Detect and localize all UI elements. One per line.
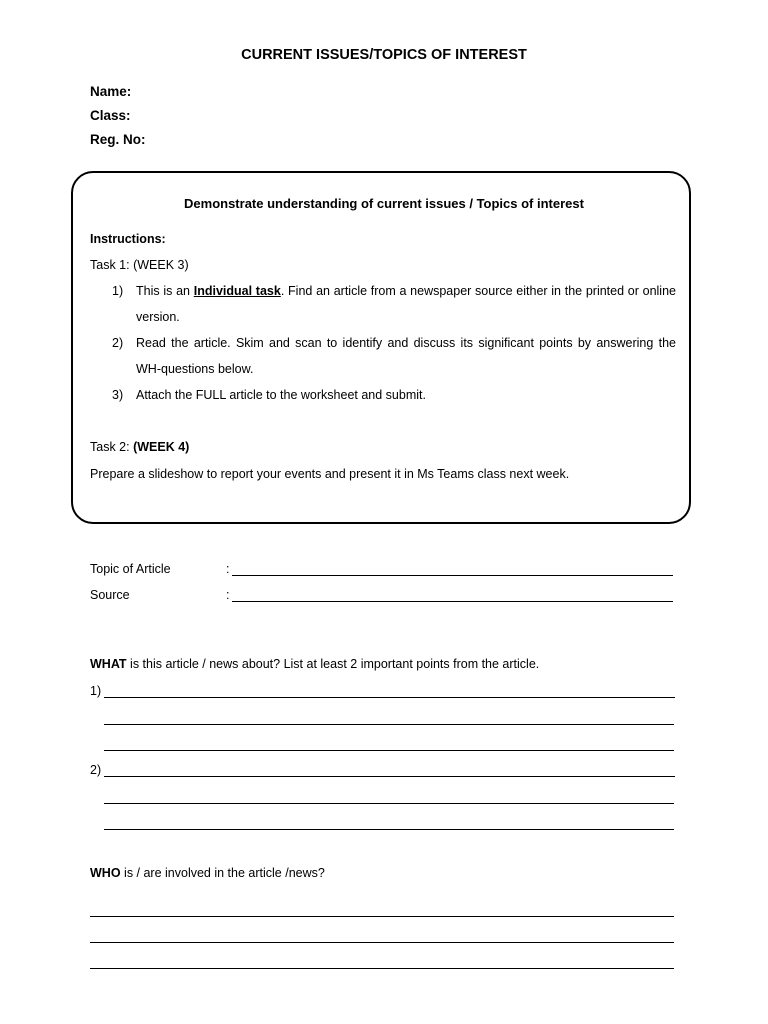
what-point-2-line-2[interactable] [104,803,674,804]
item-2-continuation: WH-questions below. [136,362,254,376]
what-point-1-line-2[interactable] [104,724,674,725]
topic-answer-line[interactable] [232,575,673,576]
name-label: Name: [90,84,132,99]
item-1-continuation: version. [136,310,180,324]
who-answer-line-1[interactable] [90,916,674,917]
instructions-label: Instructions: [90,232,166,246]
who-question [90,866,325,880]
source-answer-line[interactable] [232,601,673,602]
task1-label: Task 1: (WEEK 3) [90,258,189,272]
source-colon: : [226,588,230,602]
individual-task-emphasis: Individual task [193,284,281,298]
item-1-number: 1) [112,284,124,298]
topic-colon: : [226,562,230,576]
box-heading: Demonstrate understanding of current issues / Topics of interest [184,196,584,211]
item-1-after: . Find an article from a newspaper source either in the printed or online [280,284,676,298]
source-label: Source [90,588,130,602]
task2-week: (WEEK 4) [133,440,190,454]
item-2-number: 2) [112,336,124,350]
what-point-2-number: 2) [90,763,102,777]
who-answer-line-3[interactable] [90,968,674,969]
item-3-number: 3) [112,388,124,402]
worksheet-title: CURRENT ISSUES/TOPICS OF INTEREST [241,47,527,63]
what-point-1-line-3[interactable] [104,750,674,751]
who-question-text: is / are involved in the article /news? [120,866,325,880]
what-point-1-line-1[interactable] [104,697,675,698]
class-label: Class: [90,108,131,123]
item-2-text: Read the article. Skim and scan to identify and discuss its significant points by answering the [136,336,676,350]
task2-prefix: Task 2: [90,440,134,454]
task2-text: Prepare a slideshow to report your events and present it in Ms Teams class next week. [90,467,570,481]
item-1-text [136,284,676,298]
what-point-1-number: 1) [90,684,102,698]
what-point-2-line-3[interactable] [104,829,674,830]
who-answer-line-2[interactable] [90,942,674,943]
topic-label: Topic of Article [90,562,171,576]
what-question [90,657,539,671]
what-keyword: WHAT [90,657,127,671]
who-keyword: WHO [90,866,121,880]
item-3-text: Attach the FULL article to the worksheet and submit. [136,388,426,402]
what-point-2-line-1[interactable] [104,776,675,777]
item-1-before: This is an [136,284,194,298]
reg-no-label: Reg. No: [90,132,146,147]
what-question-text: is this article / news about? List at least 2 important points from the article. [126,657,540,671]
task2-label [90,440,189,454]
